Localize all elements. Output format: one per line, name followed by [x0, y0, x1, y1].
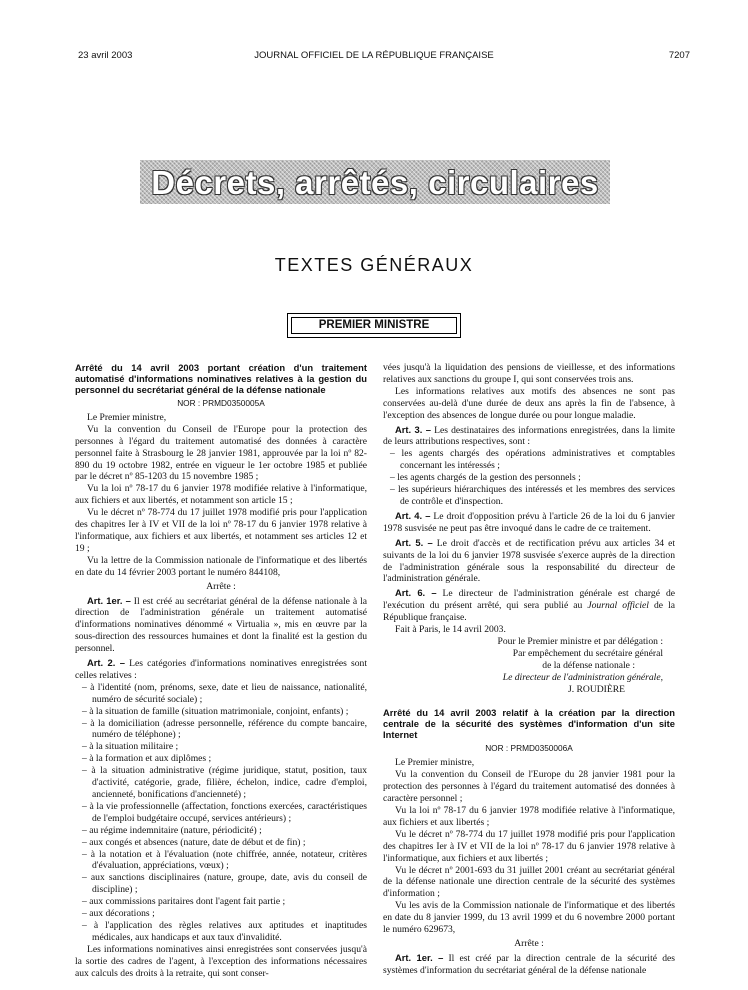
- list-item: – à la situation militaire ;: [82, 741, 179, 753]
- list-item: – aux décorations ;: [82, 908, 155, 920]
- section-title: TEXTES GÉNÉRAUX: [274, 255, 474, 275]
- right-column: [383, 362, 675, 977]
- article-5: [383, 537, 675, 586]
- header-page-number: 7207: [668, 50, 690, 61]
- paragraph: Vu la lettre de la Commission nationale de l'informatique et des libertés en date du 14 février 2003 portant le numéro 844108,: [75, 554, 367, 578]
- paragraph: Vu les avis de la Commission nationale de l'informatique et des libertés en date du 8 janvier 1999, du 13 avril 1999 et du 6 novembre 2000 portant le numéro 629673,: [383, 900, 675, 936]
- list-item: – à la vie professionnelle (affectation, fonctions exercées, caractéristiques de l'emploi budgétaire occupé, services antérieurs) ;: [82, 800, 367, 824]
- article-text: Le directeur de l'administration générale est chargé de l'exécution du présent arrêté, qui sera publié au: [383, 588, 676, 612]
- signature-line: de la défense nationale :: [542, 659, 635, 671]
- signature-line: Pour le Premier ministre et par délégation :: [497, 635, 663, 647]
- list-item: – à la notation et à l'évaluation (note chiffrée, année, notateur, critères d'évaluation, appréciations, vœux) ;: [82, 848, 367, 872]
- paragraph: Le Premier ministre,: [87, 411, 167, 423]
- nor-reference: NOR : PRMD0350006A: [485, 743, 573, 754]
- article-text: Il est créé au secrétariat général de la défense nationale à la direction de l'administration générale un traitement automatisé d'informations nominatives dénommé « Virtualia », mis en œuvre par la sous-direction des ressources humaines et dont la finalité est la gestion du personnel.: [75, 595, 367, 655]
- list-item: – à la formation et aux diplômes ;: [82, 753, 212, 765]
- decree-title: Arrêté du 14 avril 2003 relatif à la création par la direction centrale de la sécurité des systèmes d'information d'un site Internet: [383, 707, 675, 741]
- list-item: – les agents chargés des opérations administratives et comptables concernant les intéressés ;: [390, 448, 675, 472]
- article-label: Art. 5. –: [395, 536, 433, 548]
- article-2: [75, 657, 367, 682]
- paragraph: Le Premier ministre,: [395, 757, 475, 769]
- paragraph: Vu le décret nº 78-774 du 17 juillet 1978 modifié pris pour l'application des chapitres Ier à IV et VII de la loi nº 78-17 du 6 janvier 1978 relative à l'informatique, aux fichiers et aux libertés, et notamment ses articles 12 et 19 ;: [75, 507, 367, 554]
- article-1: [75, 595, 367, 656]
- signatory-name: J. ROUDIÈRE: [567, 683, 625, 695]
- arrete-heading: Arrête :: [514, 937, 544, 949]
- paragraph: Vu la loi nº 78-17 du 6 janvier 1978 modifiée relative à l'informatique, aux fichiers et aux libertés, et notamment son article 15 ;: [75, 483, 367, 507]
- place-date: Fait à Paris, le 14 avril 2003.: [395, 624, 506, 636]
- list-item: – les agents chargés de la gestion des personnels ;: [390, 472, 581, 484]
- article-text: de la République française.: [383, 600, 676, 624]
- list-item: – à l'identité (nom, prénoms, sexe, date et lieu de naissance, nationalité, numéro de sécurité sociale) ;: [82, 681, 367, 705]
- paragraph: Les informations nominatives ainsi enregistrées sont conservées jusqu'à la sortie des cadres de l'agent, à l'exception des informations nécessaires aux calculs des droits à la retraite, qui sont conser-: [75, 943, 367, 979]
- article-label: Art. 1er. –: [87, 594, 131, 606]
- header-journal-title: JOURNAL OFFICIEL DE LA RÉPUBLIQUE FRANÇAISE: [254, 50, 494, 61]
- ministry-label: PREMIER MINISTRE: [291, 317, 457, 334]
- list-item: – à la domiciliation (adresse personnelle, référence du compte bancaire, numéro de téléphone) ;: [82, 717, 367, 741]
- list-item: – à la situation administrative (régime juridique, statut, position, taux d'activité, catégorie, grade, filière, échelon, indice, cadre d'emploi, ancienneté, bonifications d'ancienneté) ;: [82, 765, 367, 800]
- section-banner: [140, 160, 610, 204]
- article-1: [383, 952, 675, 977]
- decree-title: Arrêté du 14 avril 2003 portant création d'un traitement automatisé d'informations nominatives relatives à la gestion du personnel du secrétariat général de la défense nationale: [75, 362, 367, 395]
- header-date: 23 avril 2003: [78, 50, 133, 61]
- banner-title: Décrets, arrêtés, circulaires: [151, 164, 599, 201]
- paragraph: Les informations relatives aux motifs des absences ne sont pas conservées au-delà d'une durée de deux ans après la fin de l'absence, à l'exception des absences de longue durée ou pour longue maladie.: [383, 385, 675, 421]
- signature-line: Le directeur de l'administration générale,: [502, 671, 663, 683]
- list-item: – aux congés et absences (nature, date de début et de fin) ;: [82, 836, 306, 848]
- left-column: [75, 362, 367, 980]
- nor-reference: NOR : PRMD0350005A: [177, 398, 265, 408]
- paragraph: Vu la loi nº 78-17 du 6 janvier 1978 modifiée relative à l'informatique, aux fichiers et aux libertés ;: [383, 805, 675, 828]
- article-text: Les catégories d'informations nominatives enregistrées sont celles relatives :: [75, 658, 368, 681]
- article-4: [383, 510, 675, 535]
- article-text: Le droit d'opposition prévu à l'article 26 de la loi du 6 janvier 1978 susvisée ne peut pas être invoqué dans le cadre de ce traitement.: [383, 510, 675, 534]
- list-item: – les supérieurs hiérarchiques des intéressés et les membres des services de contrôle et d'inspection.: [390, 484, 675, 507]
- article-text: Il est créé par la direction centrale de la sécurité des systèmes d'information du secrétariat général de la défense nationale: [383, 952, 675, 976]
- list-item: – à la situation de famille (situation matrimoniale, conjoint, enfants) ;: [82, 705, 349, 717]
- article-3: [383, 424, 675, 449]
- list-item: – à l'application des règles relatives aux aptitudes et inaptitudes médicales, aux handicaps et aux taux d'invalidité.: [82, 919, 367, 943]
- paragraph: Vu le décret nº 78-774 du 17 juillet 1978 modifié pris pour l'application des chapitres Ier à IV et VII de la loi nº 78-17 du 6 janvier 1978 relative à l'informatique, aux fichiers et aux libertés ;: [383, 828, 675, 864]
- journal-name: Journal officiel: [587, 600, 649, 612]
- signature-line: Par empêchement du secrétaire général: [512, 647, 663, 659]
- article-label: Art. 3. –: [395, 423, 431, 435]
- paragraph: Vu la convention du Conseil de l'Europe pour la protection des personnes à l'égard du traitement automatisé des données à caractère personnel faite à Strasbourg le 28 janvier 1981, approuvée par la loi nº 82-890 du 19 octobre 1982, entrée en vigueur le 1er octobre 1985 et publiée par le décret nº 85-1203 du 15 novembre 1985 ;: [75, 423, 367, 483]
- paragraph-continued: vées jusqu'à la liquidation des pensions de vieillesse, et des informations relatives aux sanctions du groupe I, qui sont conservées trois ans.: [383, 362, 675, 385]
- article-label: Art. 4. –: [395, 509, 431, 521]
- article-text: Le droit d'accès et de rectification prévu aux articles 34 et suivants de la loi du 6 janvier 1978 susvisée s'exerce auprès de la direction de l'administration générale sous la responsabilité du directeur de l'administration générale.: [383, 537, 676, 585]
- ministry-box: [287, 313, 461, 338]
- list-item: – aux commissions paritaires dont l'agent fait partie ;: [82, 896, 286, 908]
- paragraph: Vu la convention du Conseil de l'Europe du 28 janvier 1981 pour la protection des personnes à l'égard du traitement automatisé des données à caractère personnel ;: [383, 769, 675, 805]
- article-text: Les destinataires des informations enregistrées, dans la limite de leurs attributions respectives, sont :: [383, 424, 676, 448]
- article-label: Art. 2. –: [87, 657, 125, 669]
- paragraph: Vu le décret nº 2001-693 du 31 juillet 2001 créant au secrétariat général de la défense nationale une direction centrale de la sécurité des systèmes d'information ;: [383, 864, 675, 900]
- list-item: – aux sanctions disciplinaires (nature, groupe, date, avis du conseil de discipline) ;: [82, 872, 367, 896]
- arrete-heading: Arrête :: [206, 580, 236, 592]
- article-label: Art. 1er. –: [395, 951, 444, 963]
- list-item: – au régime indemnitaire (nature, périodicité) ;: [82, 824, 262, 836]
- article-6: [383, 587, 675, 624]
- article-label: Art. 6. –: [395, 587, 437, 599]
